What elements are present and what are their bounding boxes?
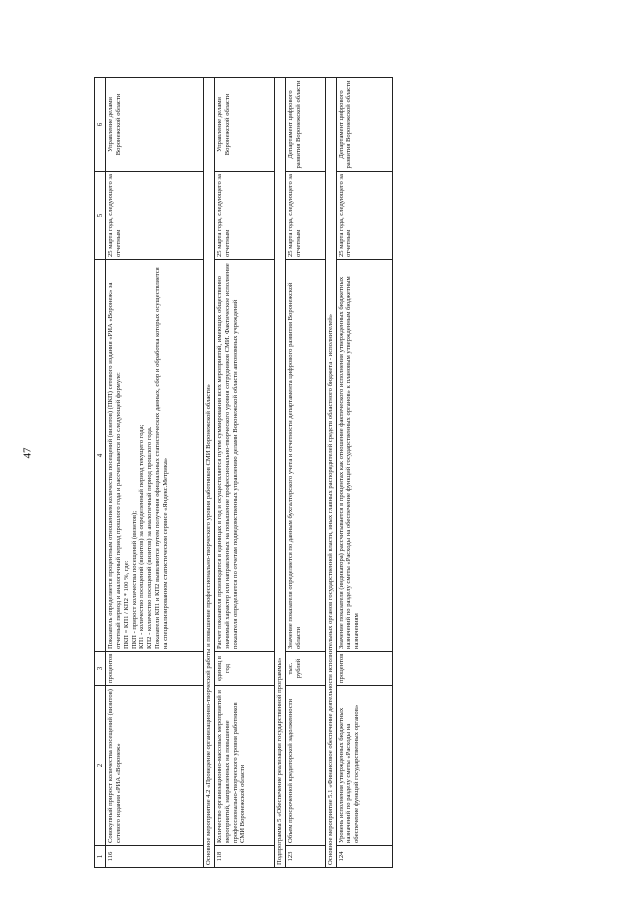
row-number: 123 (285, 846, 325, 868)
unit-of-measure: тыс. рублей (285, 652, 325, 686)
section-title: Основное мероприятие 5.1 «Финансовое обеспечение деятельности исполнительных органов государственной власти, иных главных распорядителей средств областного бюджета - исполнителей» (325, 78, 336, 868)
table-row (215, 78, 275, 868)
deadline: 25 марта года, следующего за отчетным (215, 172, 275, 260)
method-line: Расчет показателя производится в единицах в год и осуществляется путем суммирования всех мероприятий, имеющих общественно значимый характер или направленных на повышение профессионально-творческого уровня сотрудников СМИ. Фактическое исполнение показателя определяется по отчетам подведомственных управлению делами Воронежской области автономных учреждений (216, 263, 239, 649)
unit-of-measure: единиц в год (215, 652, 275, 686)
responsible-body: Управление делами Воронежской области (106, 78, 204, 172)
column-header: 4 (95, 260, 106, 652)
section-title: Подпрограмма 5 «Обеспечение реализации государственной программы» (275, 78, 286, 868)
header-row (95, 78, 106, 868)
section-row (204, 78, 215, 868)
page-number: 47 (21, 447, 34, 459)
table-row (106, 78, 204, 868)
section-row (275, 78, 286, 868)
indicator-name: Уровень исполнения утвержденных бюджетных назначений по разделу сметы «Расходы на обеспечение функций государственных органов» (336, 686, 392, 846)
section-title: Основное мероприятие 4.2 «Проведение организационно-творческой работы и повышение профессионально-творческого уровня работников СМИ Воронежской области» (204, 78, 215, 868)
table-row (285, 78, 325, 868)
deadline: 25 марта года, следующего за отчетным (106, 172, 204, 260)
row-number: 116 (106, 846, 204, 868)
method-line: ПКП = КП1 / КП2 * 100 %, где: (122, 560, 130, 649)
unit-of-measure: процентов (106, 652, 204, 686)
calculation-method (285, 260, 325, 652)
row-number: 124 (336, 846, 392, 868)
deadline: 25 марта года, следующего за отчетным (336, 172, 392, 260)
responsible-body: Департамент цифрового развития Воронежской области (285, 78, 325, 172)
method-line: КП2 - количество посещений (визитов) за аналогичный период прошлого года. (146, 426, 154, 649)
calculation-method (336, 260, 392, 652)
column-header: 1 (95, 846, 106, 868)
indicator-name: Совокупный прирост количества посещений (визитов) сетевого издания «РИА «Воронеж» (106, 686, 204, 846)
table-row (336, 78, 392, 868)
indicator-name: Количество организационно-массовых мероприятий и мероприятий, направленных на повышение профессионально-творческого уровня работников СМИ Воронежской области (215, 686, 275, 846)
method-line: Значение показателя определяется по данным бухгалтерского учета и отчетности департамента цифрового развития Воронежской области (286, 282, 302, 649)
column-header: 2 (95, 686, 106, 846)
column-header: 6 (95, 78, 106, 172)
method-line: Показатели КП1 и КП2 выявляются путем получения официальных статистических данных, сбор и обработка которых осуществляется на специализированном статистическом сервисе «Яндекс.Метрика» (153, 267, 169, 649)
indicator-name: Объем просроченной кредиторской задолженности (285, 686, 325, 846)
unit-of-measure: процентов (336, 652, 392, 686)
method-line: Значение показателя (индикатора) рассчитывается в процентах как отношение фактического исполнения утвержденных бюджетных назначений по разделу сметы «Расходы на обеспечение функций государственных органов» к плановым утвержденным бюджетным назначениям (337, 276, 361, 649)
indicators-table (94, 77, 393, 868)
method-line: КП1 - количество посещений (визитов) за определенный период текущего года; (138, 424, 146, 649)
responsible-body: Управление делами Воронежской области (215, 78, 275, 172)
calculation-method (106, 260, 204, 652)
method-line: Показатель определяется процентным отношением количества посещений (визитов) (ПКП) сетевого издания «РИА «Воронеж» за отчетный период и аналогичный период прошлого года и рассчитывается по следующей формуле: (107, 282, 123, 649)
section-row (325, 78, 336, 868)
responsible-body: Департамент цифрового развития Воронежской области (336, 78, 392, 172)
column-header: 3 (95, 652, 106, 686)
row-number: 118 (215, 846, 275, 868)
rotated-table-container (94, 78, 484, 868)
column-header: 5 (95, 172, 106, 260)
deadline: 25 марта года, следующего за отчетным (285, 172, 325, 260)
method-line: ПКП - прирост количества посещений (визитов); (130, 510, 138, 649)
calculation-method (215, 260, 275, 652)
table-body (106, 78, 392, 868)
